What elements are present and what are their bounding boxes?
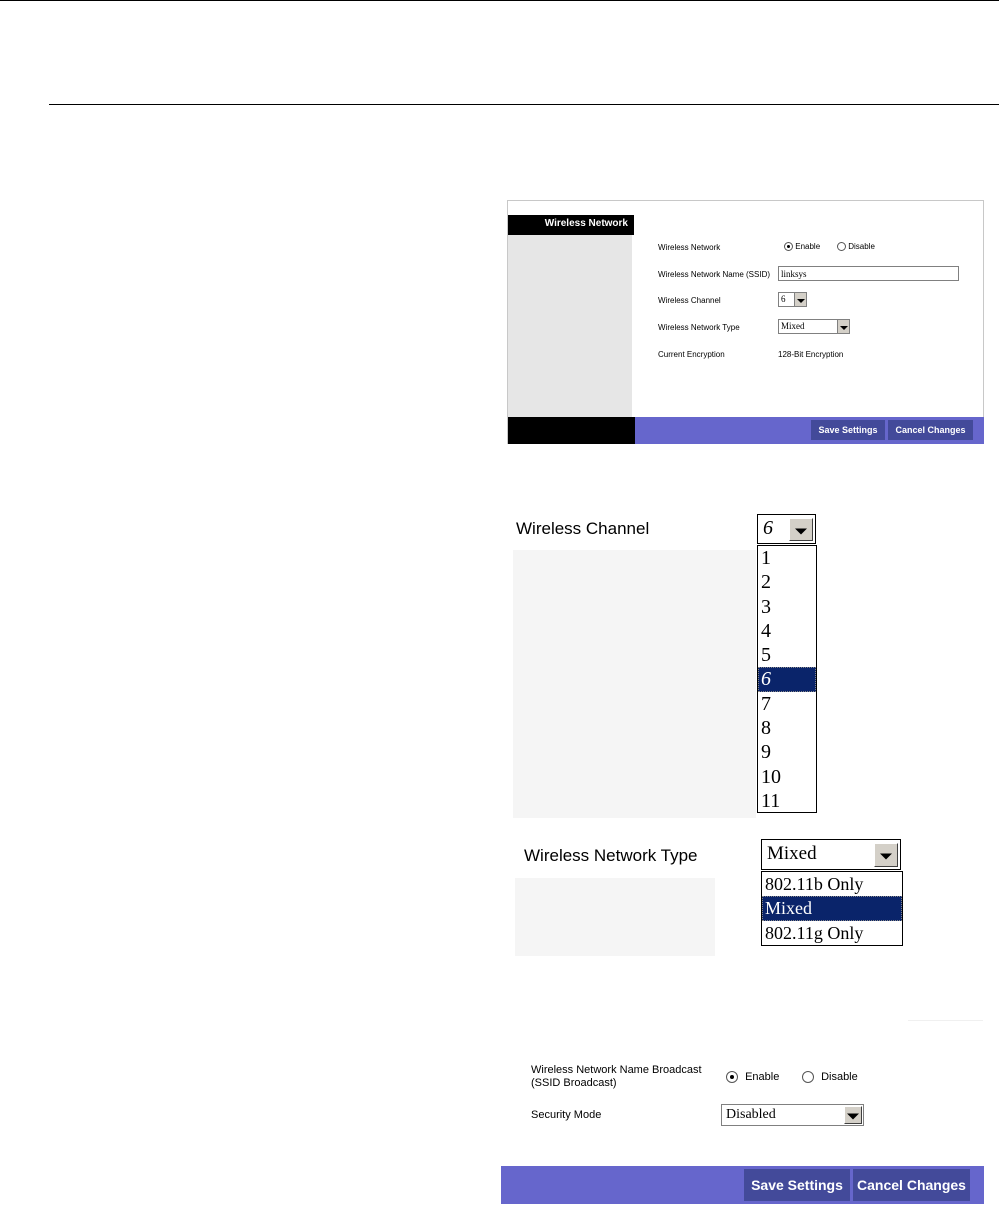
channel-zoom-select[interactable] [757, 514, 816, 544]
header-rule [49, 104, 999, 105]
enable-label: Enable [795, 242, 821, 251]
wireless-network-label: Wireless Network [658, 243, 721, 252]
cancel-changes-button-2[interactable]: Cancel Changes [853, 1169, 970, 1201]
encryption-value: 128-Bit Encryption [778, 350, 844, 359]
network-type-option-g-only[interactable]: 802.11g Only [765, 922, 864, 943]
channel-label: Wireless Channel [658, 296, 721, 305]
channel-option-4[interactable]: 4 [761, 619, 771, 642]
disable-radio[interactable] [837, 242, 875, 251]
channel-zoom-value: 6 [763, 517, 773, 539]
channel-option-5[interactable]: 5 [761, 644, 771, 667]
disable-radio-dot[interactable] [837, 242, 846, 251]
network-type-value: Mixed [781, 321, 805, 331]
network-type-zoom-select[interactable] [761, 839, 901, 870]
broadcast-enable-label: Enable [745, 1071, 780, 1083]
broadcast-disable-radio[interactable] [802, 1071, 858, 1083]
ssid-broadcast-label-line2: (SSID Broadcast) [531, 1077, 617, 1089]
save-settings-button[interactable]: Save Settings [811, 420, 885, 440]
chevron-down-icon[interactable] [874, 843, 898, 867]
enable-radio[interactable] [784, 242, 820, 251]
channel-option-8[interactable]: 8 [761, 717, 771, 740]
chevron-down-icon[interactable] [794, 293, 806, 306]
broadcast-disable-radio-dot[interactable] [802, 1071, 814, 1083]
cancel-changes-button[interactable]: Cancel Changes [888, 420, 973, 440]
channel-zoom-label: Wireless Channel [516, 519, 650, 538]
section-title: Wireless Network [544, 218, 628, 229]
network-type-options-list[interactable] [761, 871, 903, 946]
router-screen [507, 200, 984, 444]
broadcast-enable-radio[interactable] [726, 1071, 779, 1083]
save-settings-button-2[interactable]: Save Settings [744, 1169, 850, 1201]
channel-option-9[interactable]: 9 [761, 741, 771, 764]
ssid-input[interactable] [778, 266, 959, 281]
network-type-option-b-only[interactable]: 802.11b Only [765, 874, 864, 894]
broadcast-enable-radio-dot[interactable] [726, 1071, 738, 1083]
network-type-zoom-value: Mixed [767, 843, 817, 864]
top-rule [0, 0, 999, 1]
channel-select[interactable] [778, 292, 807, 307]
network-type-option-mixed-selected[interactable]: Mixed [762, 896, 902, 920]
enable-radio-dot[interactable] [784, 242, 793, 251]
section-header-bar [508, 215, 634, 235]
ssid-broadcast-label [531, 1064, 702, 1090]
security-mode-value: Disabled [726, 1107, 776, 1122]
channel-option-2[interactable]: 2 [761, 571, 771, 594]
channel-option-6-selected[interactable]: 6 [758, 667, 816, 691]
security-mode-label: Security Mode [531, 1109, 602, 1121]
channel-option-3[interactable]: 3 [761, 595, 771, 618]
broadcast-disable-label: Disable [821, 1071, 858, 1083]
security-mode-select[interactable] [721, 1104, 864, 1126]
ssid-label: Wireless Network Name (SSID) [658, 270, 771, 279]
channel-option-11[interactable]: 11 [761, 789, 781, 812]
channel-options-list[interactable] [757, 545, 817, 813]
left-panel [508, 235, 632, 417]
channel-option-7[interactable]: 7 [761, 692, 771, 715]
chevron-down-icon[interactable] [844, 1106, 862, 1124]
disable-label: Disable [848, 242, 875, 251]
network-type-zoom-background [515, 878, 715, 956]
divider [908, 1020, 983, 1021]
network-type-select[interactable] [778, 319, 850, 334]
network-type-label: Wireless Network Type [658, 323, 740, 332]
encryption-label: Current Encryption [658, 350, 725, 359]
network-type-zoom-label: Wireless Network Type [524, 846, 698, 865]
channel-value: 6 [781, 294, 786, 304]
channel-option-1[interactable]: 1 [761, 547, 771, 569]
ssid-broadcast-label-line1: Wireless Network Name Broadcast [531, 1064, 702, 1076]
channel-zoom-background [513, 550, 756, 818]
channel-option-10[interactable]: 10 [761, 765, 781, 788]
chevron-down-icon[interactable] [837, 320, 849, 333]
left-footer [508, 417, 635, 444]
chevron-down-icon[interactable] [789, 518, 813, 541]
